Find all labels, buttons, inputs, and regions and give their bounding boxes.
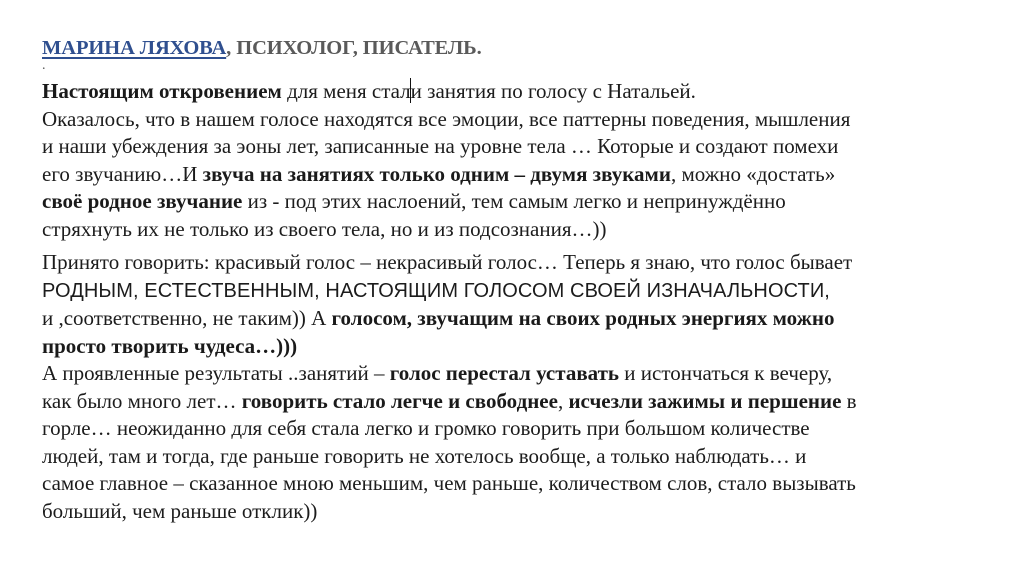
- bold-text-run: голосом, звучащим на своих родных энергиях можно: [331, 306, 835, 330]
- text-line: [42, 388, 982, 416]
- text-run: и истончаться к вечеру,: [619, 361, 833, 385]
- text-line: [42, 133, 982, 161]
- text-line: [42, 498, 982, 526]
- text-run: горле… неожиданно для себя стала легко и громко говорить при большом количестве: [42, 416, 810, 440]
- document-page: [42, 34, 982, 525]
- paragraph-1[interactable]: [42, 78, 982, 243]
- text-run: его звучанию…И: [42, 161, 203, 186]
- text-line: [42, 216, 982, 244]
- text-run: из - под этих наслоений, тем самым легко и непринуждённо: [242, 189, 786, 213]
- text-run: Принято говорить: красивый голос – некрасивый голос… Теперь я знаю, что голос бывает: [42, 250, 853, 274]
- text-line: [42, 470, 982, 498]
- text-run: для меня стал: [281, 79, 411, 103]
- stray-dot: .: [42, 58, 46, 73]
- text-line: [42, 249, 982, 277]
- text-run: самое главное – сказанное мною меньшим, чем раньше, количеством слов, стало вызывать: [42, 471, 856, 495]
- text-run: людей, там и тогда, где раньше говорить не хотелось вообще, а только наблюдать… и: [42, 443, 807, 468]
- text-run: и наши убеждения за эоны лет, записанные на уровне тела … Которые и создают помехи: [42, 134, 839, 158]
- text-run: больший, чем раньше отклик)): [42, 498, 318, 523]
- text-line: [42, 277, 982, 306]
- text-line: [42, 188, 982, 216]
- text-run: А проявленные результаты ..занятий –: [42, 361, 390, 385]
- author-link[interactable]: МАРИНА ЛЯХОВА: [42, 37, 227, 59]
- text-line: [42, 78, 982, 106]
- text-run: ,: [557, 388, 569, 413]
- text-run: Оказалось, что в нашем голосе находятся все эмоции, все паттерны поведения, мышления: [42, 106, 851, 131]
- bold-text-run: исчезли зажимы и першение: [568, 388, 842, 413]
- bold-text-run: голос перестал уставать: [389, 361, 620, 385]
- text-run: в: [841, 388, 857, 413]
- text-run: и ,соответственно, не таким)) А: [42, 306, 332, 330]
- text-line: [42, 106, 982, 134]
- text-run: и занятия по голосу с Натальей.: [410, 79, 696, 103]
- text-line: [42, 360, 982, 388]
- text-line: [42, 415, 982, 443]
- bold-text-run: звуча на занятиях только одним – двумя звуками: [202, 161, 671, 186]
- text-line: [42, 443, 982, 471]
- paragraph-3[interactable]: [42, 360, 982, 525]
- text-run: РОДНЫМ, ЕСТЕСТВЕННЫМ, НАСТОЯЩИМ ГОЛОСОМ СВОЕЙ ИЗНАЧАЛЬНОСТИ,: [42, 279, 830, 302]
- text-line: [42, 333, 982, 361]
- paragraph-2[interactable]: [42, 249, 982, 360]
- bold-text-run: Настоящим откровением: [42, 79, 282, 103]
- bold-text-run: своё родное звучание: [42, 189, 243, 213]
- text-run: как было много лет…: [42, 388, 242, 413]
- bold-text-run: просто творить чудеса…))): [42, 333, 298, 358]
- text-run: , можно «достать»: [670, 161, 836, 186]
- text-line: [42, 161, 982, 189]
- text-line: [42, 305, 982, 333]
- bold-text-run: говорить стало легче и свободнее: [241, 388, 558, 413]
- heading-rest: , ПСИХОЛОГ, ПИСАТЕЛЬ.: [226, 37, 482, 59]
- text-run: стряхнуть их не только из своего тела, но и из подсознания…)): [42, 216, 607, 241]
